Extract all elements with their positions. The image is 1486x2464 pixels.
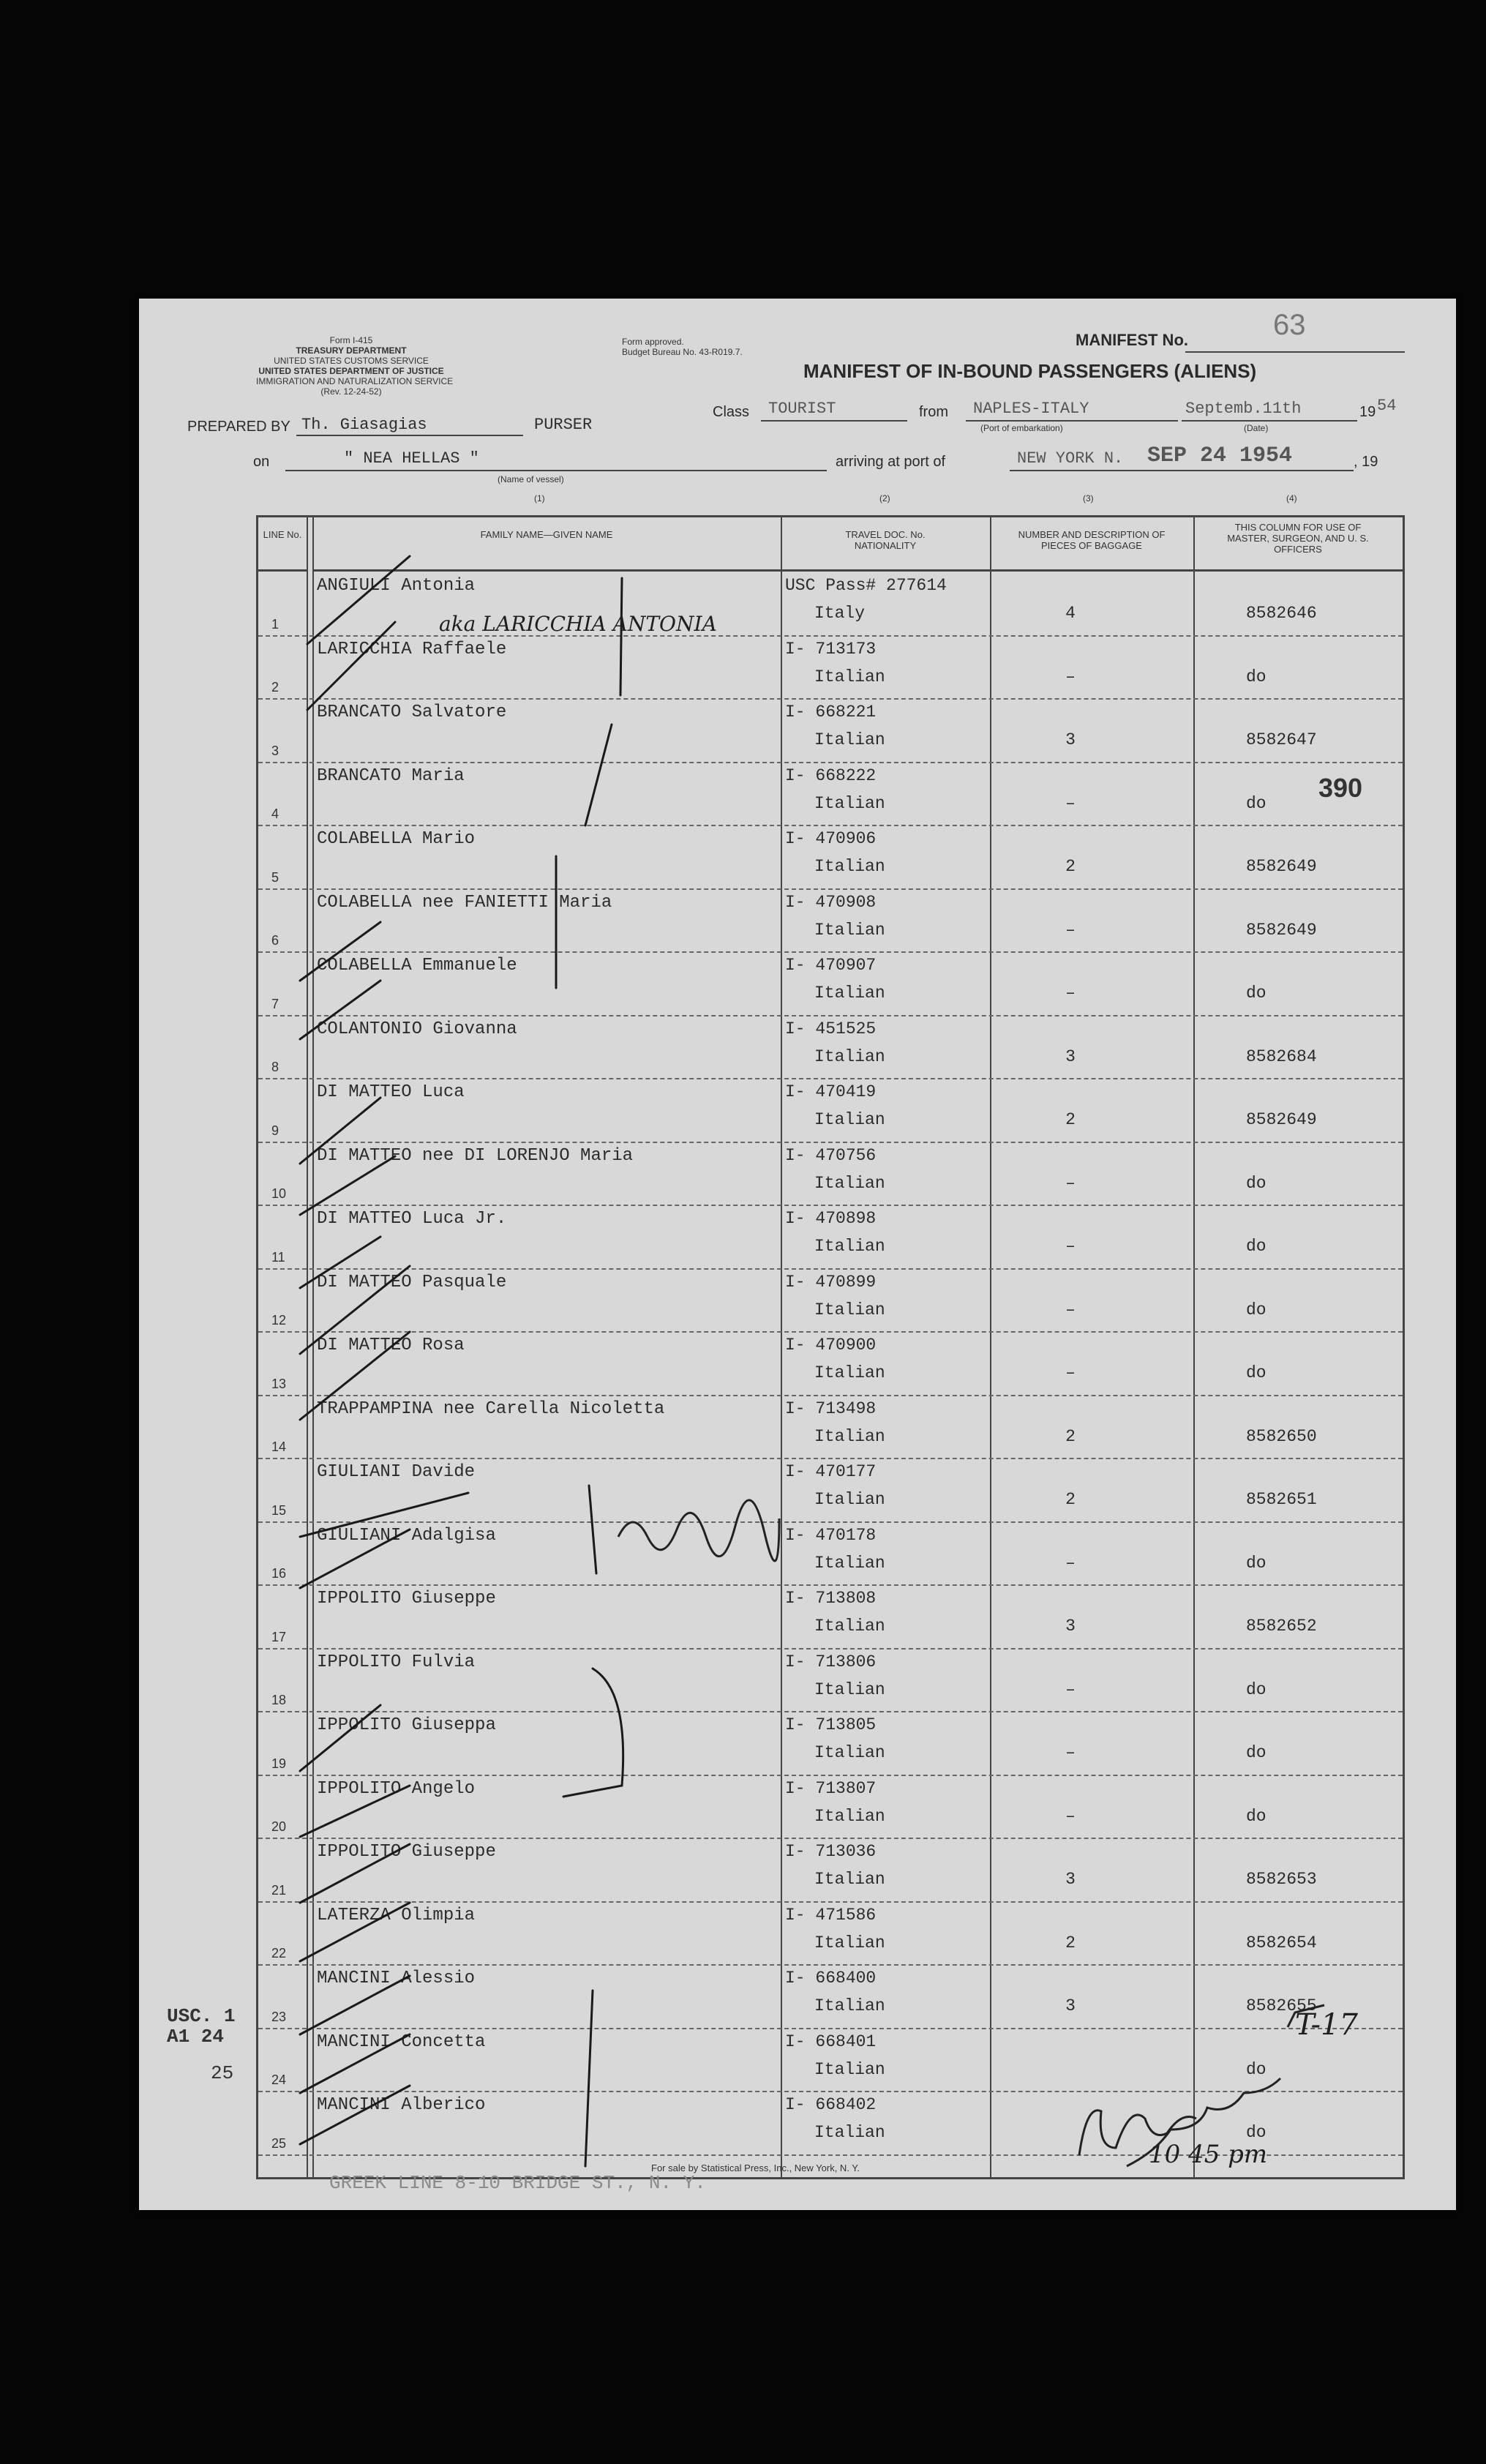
nationality: Italian: [814, 1617, 885, 1636]
official-use-entry: do: [1246, 1743, 1267, 1762]
baggage-count: 2: [1065, 1426, 1076, 1446]
vessel-caption: (Name of vessel): [498, 474, 564, 484]
official-use-entry: 8582646: [1246, 604, 1317, 623]
travel-doc-number: I- 470900: [785, 1336, 877, 1355]
treasury-label: TREASURY DEPARTMENT: [296, 345, 407, 356]
manifest-no-label: MANIFEST No.: [1076, 331, 1188, 349]
passenger-name: IPPOLITO Giuseppe: [317, 1842, 496, 1862]
baggage-count: –: [1065, 1173, 1076, 1193]
handwritten-aka-note: aka LARICCHIA ANTONIA: [439, 612, 717, 636]
margin-note-25: 25: [211, 2062, 234, 2084]
nationality: Italian: [814, 1046, 885, 1066]
travel-doc-number: I- 470178: [785, 1525, 877, 1545]
passenger-name: LATERZA Olimpia: [317, 1905, 476, 1925]
official-use-entry: do: [1246, 984, 1267, 1003]
nationality: Italian: [814, 1426, 885, 1446]
budget-bureau: Budget Bureau No. 43-R019.7.: [622, 347, 743, 357]
header-travel-doc: TRAVEL DOC. No. NATIONALITY: [781, 517, 990, 572]
baggage-count: 4: [1065, 604, 1076, 623]
prepared-by-label: PREPARED BY: [187, 419, 290, 435]
justice-label: UNITED STATES DEPARTMENT OF JUSTICE: [258, 366, 444, 376]
baggage-count: 3: [1065, 1617, 1076, 1636]
header-name: FAMILY NAME—GIVEN NAME: [312, 517, 781, 572]
line-number: 5: [271, 869, 279, 885]
class-label: Class: [713, 404, 750, 420]
header-baggage: NUMBER AND DESCRIPTION OF PIECES OF BAGGAGE: [990, 517, 1193, 572]
official-use-entry: do: [1246, 793, 1267, 813]
travel-doc-number: I- 470899: [785, 1272, 877, 1292]
header-official-use: THIS COLUMN FOR USE OF MASTER, SURGEON, AND U. S. OFFICERS: [1193, 517, 1403, 572]
line-number: 21: [271, 1882, 287, 1898]
arriving-label: arriving at port of: [836, 454, 946, 470]
passenger-name: COLABELLA Emmanuele: [317, 956, 517, 976]
official-use-entry: do: [1246, 1806, 1267, 1826]
travel-doc-number: I- 668402: [785, 2095, 877, 2114]
travel-doc-number: I- 470177: [785, 1462, 877, 1481]
official-use-entry: do: [1246, 667, 1267, 686]
form-approved: Form approved.: [622, 337, 684, 347]
official-use-entry: 8582651: [1246, 1490, 1317, 1509]
official-use-entry: do: [1246, 2059, 1267, 2079]
ins-label: IMMIGRATION AND NATURALIZATION SERVICE: [256, 376, 454, 386]
col3-caption: (3): [1083, 493, 1094, 503]
travel-doc-number: I- 470756: [785, 1145, 877, 1165]
arrival-port: NEW YORK N.: [1017, 449, 1124, 468]
nationality: Italian: [814, 1237, 885, 1256]
year-prefix: 19: [1359, 404, 1376, 420]
line-number: 15: [271, 1502, 287, 1518]
nationality: Italian: [814, 857, 885, 876]
line-number: 11: [271, 1249, 285, 1265]
travel-doc-number: I- 470419: [785, 1082, 877, 1101]
header-line-no: LINE No.: [258, 517, 307, 572]
travel-doc-number: I- 451525: [785, 1019, 877, 1038]
footer-stamp: GREEK LINE 8-10 BRIDGE ST., N. Y.: [329, 2172, 706, 2194]
handwritten-time: 10 45 pm: [1149, 2140, 1268, 2169]
nationality: Italian: [814, 1110, 885, 1129]
official-use-entry: 8582652: [1246, 1617, 1317, 1636]
arrival-date-stamp: SEP 24 1954: [1147, 443, 1293, 468]
baggage-count: –: [1065, 984, 1076, 1003]
baggage-count: 2: [1065, 1490, 1076, 1509]
nationality: Italian: [814, 1743, 885, 1762]
travel-doc-number: I- 668401: [785, 2032, 877, 2051]
customs-label: UNITED STATES CUSTOMS SERVICE: [274, 356, 429, 366]
baggage-count: 3: [1065, 1046, 1076, 1066]
passenger-name: DI MATTEO Luca: [317, 1082, 465, 1102]
baggage-count: 3: [1065, 1870, 1076, 1889]
official-use-entry: 8582649: [1246, 1110, 1317, 1129]
passenger-name: MANCINI Concetta: [317, 2032, 486, 2052]
nationality: Italian: [814, 667, 885, 686]
travel-doc-number: I- 668400: [785, 1969, 877, 1988]
line-number: 3: [271, 743, 279, 758]
travel-doc-number: I- 470908: [785, 892, 877, 912]
travel-doc-number: I- 713173: [785, 639, 877, 659]
official-use-entry: 8582655: [1246, 1996, 1317, 2015]
nationality: Italy: [814, 604, 866, 623]
year2-label: , 19: [1354, 454, 1378, 470]
passenger-name: MANCINI Alberico: [317, 2095, 486, 2115]
nationality: Italian: [814, 1553, 885, 1573]
col4-caption: (4): [1286, 493, 1297, 503]
official-use-entry: do: [1246, 1300, 1267, 1319]
passenger-name: BRANCATO Maria: [317, 765, 465, 786]
official-use-entry: 8582649: [1246, 857, 1317, 876]
nationality: Italian: [814, 1996, 885, 2015]
official-use-entry: do: [1246, 2123, 1267, 2142]
manifest-title: MANIFEST OF IN-BOUND PASSENGERS (ALIENS): [803, 360, 1257, 382]
passenger-name: COLABELLA nee FANIETTI Maria: [317, 892, 612, 913]
passenger-name: TRAPPAMPINA nee Carella Nicoletta: [317, 1398, 665, 1419]
nationality: Italian: [814, 1870, 885, 1889]
line-number: 8: [271, 1060, 279, 1074]
baggage-count: –: [1065, 1680, 1076, 1699]
year-value: 54: [1377, 397, 1397, 415]
nationality: Italian: [814, 2059, 885, 2079]
travel-doc-number: I- 470906: [785, 829, 877, 848]
line-number: 24: [271, 2072, 287, 2087]
nationality: Italian: [814, 1933, 885, 1952]
baggage-count: 2: [1065, 1110, 1076, 1129]
nationality: Italian: [814, 1490, 885, 1509]
baggage-count: –: [1065, 1300, 1076, 1319]
side-number: 390: [1318, 773, 1363, 803]
baggage-count: –: [1065, 1806, 1076, 1826]
travel-doc-number: I- 713805: [785, 1715, 877, 1734]
line-number: 20: [271, 1819, 287, 1834]
passenger-name: IPPOLITO Angelo: [317, 1778, 476, 1799]
passenger-name: DI MATTEO Pasquale: [317, 1272, 507, 1292]
travel-doc-number: I- 470907: [785, 956, 877, 975]
nationality: Italian: [814, 1363, 885, 1382]
line-number: 4: [271, 806, 279, 821]
form-number: Form I-415: [329, 335, 373, 345]
prepared-by-value: Th. Giasagias: [301, 416, 427, 434]
travel-doc-number: I- 668221: [785, 703, 877, 722]
official-use-entry: do: [1246, 1237, 1267, 1256]
nationality: Italian: [814, 984, 885, 1003]
baggage-count: –: [1065, 920, 1076, 940]
passenger-name: COLABELLA Mario: [317, 829, 476, 849]
baggage-count: –: [1065, 1237, 1076, 1256]
nationality: Italian: [814, 1806, 885, 1826]
from-value: NAPLES-ITALY: [973, 400, 1089, 418]
on-label: on: [253, 454, 270, 470]
passenger-name: DI MATTEO Rosa: [317, 1336, 465, 1355]
passenger-name: COLANTONIO Giovanna: [317, 1019, 517, 1039]
line-number: 1: [271, 616, 279, 632]
travel-doc-number: I- 668222: [785, 765, 877, 785]
baggage-count: 2: [1065, 857, 1076, 876]
from-label: from: [919, 404, 948, 420]
official-use-entry: 8582647: [1246, 730, 1317, 749]
manifest-number: 63: [1273, 309, 1306, 341]
handwritten-t17: T-17: [1295, 2008, 1358, 2042]
col2-caption: (2): [879, 493, 890, 503]
line-number: 25: [271, 2135, 287, 2151]
passenger-name: DI MATTEO Luca Jr.: [317, 1209, 507, 1229]
official-use-entry: 8582649: [1246, 920, 1317, 940]
line-number: 12: [271, 1313, 287, 1328]
line-number: 14: [271, 1439, 287, 1454]
prepared-role: PURSER: [534, 416, 593, 434]
passenger-name: IPPOLITO Giuseppe: [317, 1589, 496, 1609]
travel-doc-number: I- 470898: [785, 1209, 877, 1228]
passenger-name: GIULIANI Adalgisa: [317, 1525, 496, 1546]
line-number: 6: [271, 933, 279, 948]
port-embark-caption: (Port of embarkation): [980, 423, 1063, 433]
line-number: 19: [271, 1756, 287, 1771]
travel-doc-number: USC Pass# 277614: [785, 576, 947, 595]
travel-doc-number: I- 713806: [785, 1652, 877, 1671]
passenger-name: ANGIULI Antonia: [317, 576, 476, 596]
baggage-count: 3: [1065, 1996, 1076, 2015]
class-value: TOURIST: [768, 400, 836, 418]
passenger-name: IPPOLITO Fulvia: [317, 1652, 476, 1672]
revision-label: (Rev. 12-24-52): [320, 386, 382, 397]
baggage-count: –: [1065, 1363, 1076, 1382]
travel-doc-number: I- 713807: [785, 1778, 877, 1798]
nationality: Italian: [814, 1680, 885, 1699]
official-use-entry: do: [1246, 1363, 1267, 1382]
date-caption: (Date): [1244, 423, 1269, 433]
nationality: Italian: [814, 730, 885, 749]
official-use-entry: 8582653: [1246, 1870, 1317, 1889]
line-number: 13: [271, 1376, 287, 1391]
baggage-count: 2: [1065, 1933, 1076, 1952]
passenger-name: MANCINI Alessio: [317, 1969, 476, 1988]
passenger-name: GIULIANI Davide: [317, 1462, 476, 1482]
vessel-name: " NEA HELLAS ": [344, 449, 479, 468]
line-number: 18: [271, 1693, 287, 1707]
official-use-entry: 8582650: [1246, 1426, 1317, 1446]
baggage-count: –: [1065, 793, 1076, 813]
line-number: 23: [271, 2009, 287, 2024]
col1-caption: (1): [534, 493, 545, 503]
official-use-entry: do: [1246, 1173, 1267, 1193]
travel-doc-number: I- 713498: [785, 1398, 877, 1418]
official-use-entry: 8582684: [1246, 1046, 1317, 1066]
line-number: 9: [271, 1123, 279, 1138]
baggage-count: –: [1065, 1743, 1076, 1762]
passenger-name: LARICCHIA Raffaele: [317, 639, 507, 659]
official-use-entry: do: [1246, 1680, 1267, 1699]
nationality: Italian: [814, 1300, 885, 1319]
passenger-name: IPPOLITO Giuseppa: [317, 1715, 496, 1735]
official-use-entry: 8582654: [1246, 1933, 1317, 1952]
nationality: Italian: [814, 793, 885, 813]
margin-note-a1: A1 24: [167, 2026, 225, 2048]
nationality: Italian: [814, 920, 885, 940]
margin-note-usc: USC. 1: [167, 2005, 236, 2027]
line-number: 7: [271, 996, 279, 1011]
official-use-entry: do: [1246, 1553, 1267, 1573]
travel-doc-number: I- 713808: [785, 1589, 877, 1608]
nationality: Italian: [814, 1173, 885, 1193]
nationality: Italian: [814, 2123, 885, 2142]
travel-doc-number: I- 471586: [785, 1905, 877, 1925]
passenger-name: BRANCATO Salvatore: [317, 703, 507, 722]
line-number: 2: [271, 680, 279, 694]
line-number: 10: [271, 1186, 287, 1201]
baggage-count: –: [1065, 667, 1076, 686]
baggage-count: 3: [1065, 730, 1076, 749]
baggage-count: –: [1065, 1553, 1076, 1573]
footer-printer: For sale by Statistical Press, Inc., New York, N. Y.: [651, 2162, 860, 2173]
passenger-name: DI MATTEO nee DI LORENJO Maria: [317, 1145, 634, 1166]
line-number: 17: [271, 1629, 287, 1644]
travel-doc-number: I- 713036: [785, 1842, 877, 1861]
line-number: 16: [271, 1566, 287, 1581]
date-value: Septemb.11th: [1185, 400, 1302, 418]
line-number: 22: [271, 1946, 287, 1961]
